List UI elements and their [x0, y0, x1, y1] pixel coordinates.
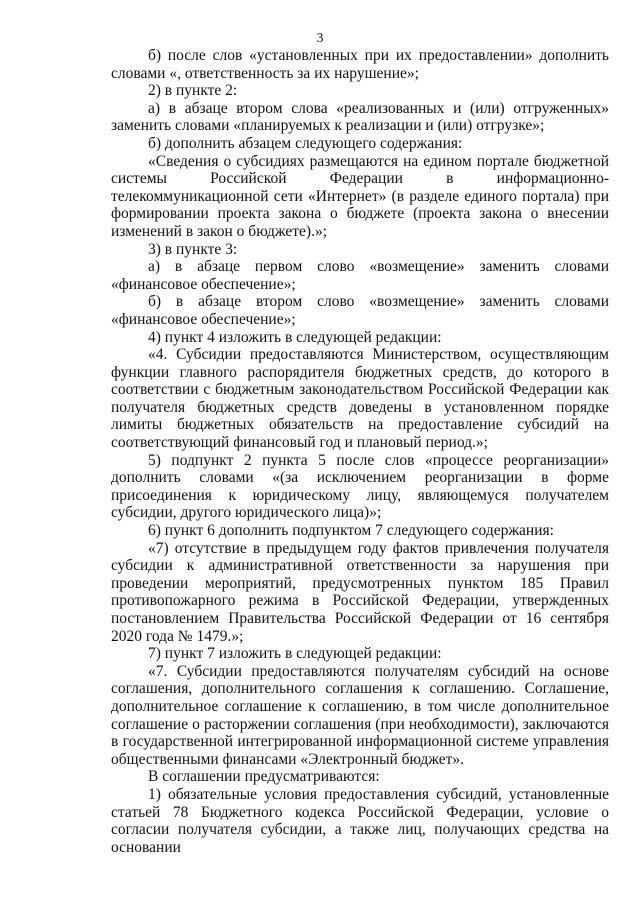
paragraph: 7) пункт 7 изложить в следующей редакции: [148, 645, 442, 663]
paragraph: «7) отсутствие в предыдущем году фактов привлечения получателя субсидии к административной ответственности за нарушения при проведении мероприятий, предусмотренных пунктом 185 Правил противопожарного режима в Российской Федерации, утвержденных постановлением Правительства Российской Федерации от 16 сентября 2020 года № 1479.»; [111, 539, 609, 645]
paragraph: 2) в пункте 2: [148, 82, 238, 100]
paragraph: б) дополнить абзацем следующего содержания: [148, 134, 463, 152]
paragraph: «7. Субсидии предоставляются получателям субсидий на основе соглашения, дополнительного соглашения к соглашению. Соглашение, дополнительное соглашение к соглашению, в том числе дополнительное соглашение о расторжении соглашения (при необходимости), заключаются в государственной интегрированной информационной системе управления общественными финансами «Электронный бюджет». [111, 662, 609, 768]
paragraph: В соглашении предусматриваются: [148, 768, 380, 786]
paragraph: 3) в пункте 3: [148, 240, 238, 258]
paragraph: а) в абзаце первом слово «возмещение» заменить словами «финансовое обеспечение»; [111, 258, 609, 293]
paragraph: «Сведения о субсидиях размещаются на едином портале бюджетной системы Российской Федерации в информационно-телекоммуникационной сети «Интернет» (в разделе единого портала) при формировании проекта закона о бюджете (проекта закона о внесении изменений в закон о бюджете).»; [111, 152, 609, 240]
paragraph: б) после слов «установленных при их предоставлении» дополнить словами «, ответственность за их нарушение»; [111, 47, 609, 82]
paragraph: 4) пункт 4 изложить в следующей редакции: [148, 328, 442, 346]
paragraph: б) в абзаце втором слово «возмещение» заменить словами «финансовое обеспечение»; [111, 293, 609, 328]
document-body [111, 47, 609, 856]
paragraph: 1) обязательные условия предоставления субсидий, установленные статьей 78 Бюджетного кодекса Российской Федерации, условие о согласии получателя субсидии, а также лиц, получающих средства на основании [111, 785, 609, 856]
page-number: 3 [316, 31, 324, 46]
paragraph: «4. Субсидии предоставляются Министерством, осуществляющим функции главного распорядителя бюджетных средств, до которого в соответствии с бюджетным законодательством Российской Федерации как получателя бюджетных средств доведены в установленном порядке лимиты бюджетных обязательств на предоставление субсидий на соответствующий финансовый год и плановый период.»; [111, 346, 609, 452]
paragraph: 6) пункт 6 дополнить подпунктом 7 следующего содержания: [148, 522, 554, 540]
paragraph: а) в абзаце втором слова «реализованных и (или) отгруженных» заменить словами «планируемых к реализации и (или) отгрузке»; [111, 99, 609, 135]
paragraph: 5) подпункт 2 пункта 5 после слов «процессе реорганизации» дополнить словами «(за исключением реорганизации в форме присоединения к юридическому лицу, являющемуся получателем субсидии, другого юридического лица)»; [111, 451, 609, 522]
